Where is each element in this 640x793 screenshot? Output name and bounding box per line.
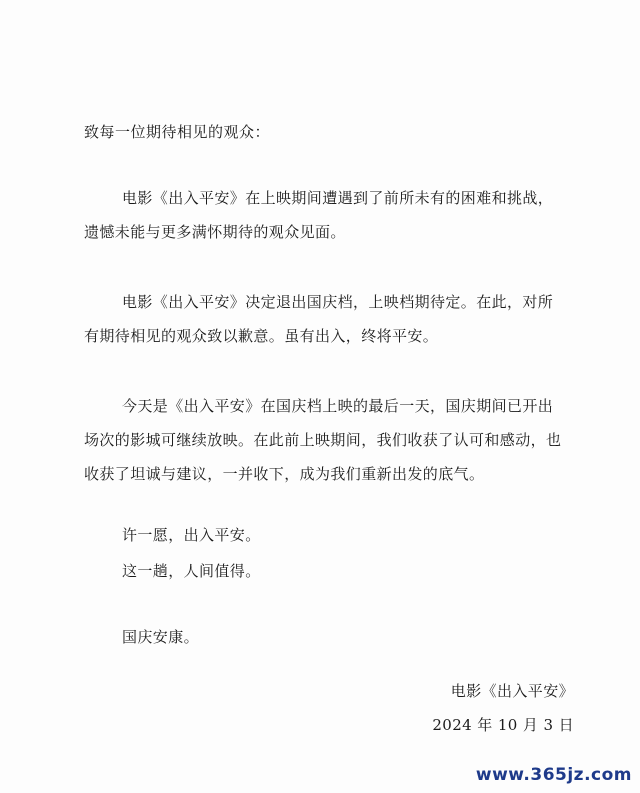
signature-date: 2024 年 10 月 3 日 [432,716,574,734]
letter-greeting: 致每一位期待相见的观众： [84,123,271,141]
letter-line-journey: 这一趟，人间值得。 [122,562,261,580]
letter-paragraph-1: 电影《出入平安》在上映期间遭遇到了前所未有的困难和挑战，遗憾未能与更多满怀期待的观众见面。 [84,189,554,241]
letter-line-wish: 许一愿，出入平安。 [122,526,261,544]
letter-line-blessing: 国庆安康。 [122,628,200,646]
letter-paragraph-2: 电影《出入平安》决定退出国庆档，上映档期待定。在此，对所有期待相见的观众致以歉意。虽有出入，终将平安。 [84,293,554,345]
letter-paragraph-3: 今天是《出入平安》在国庆档上映的最后一天，国庆期间已开出场次的影城可继续放映。在此前上映期间，我们收获了认可和感动，也收获了坦诚与建议，一并收下，成为我们重新出发的底气。 [84,397,562,483]
signature-name: 电影《出入平安》 [450,682,574,700]
site-watermark: www.365jz.com [475,765,632,785]
